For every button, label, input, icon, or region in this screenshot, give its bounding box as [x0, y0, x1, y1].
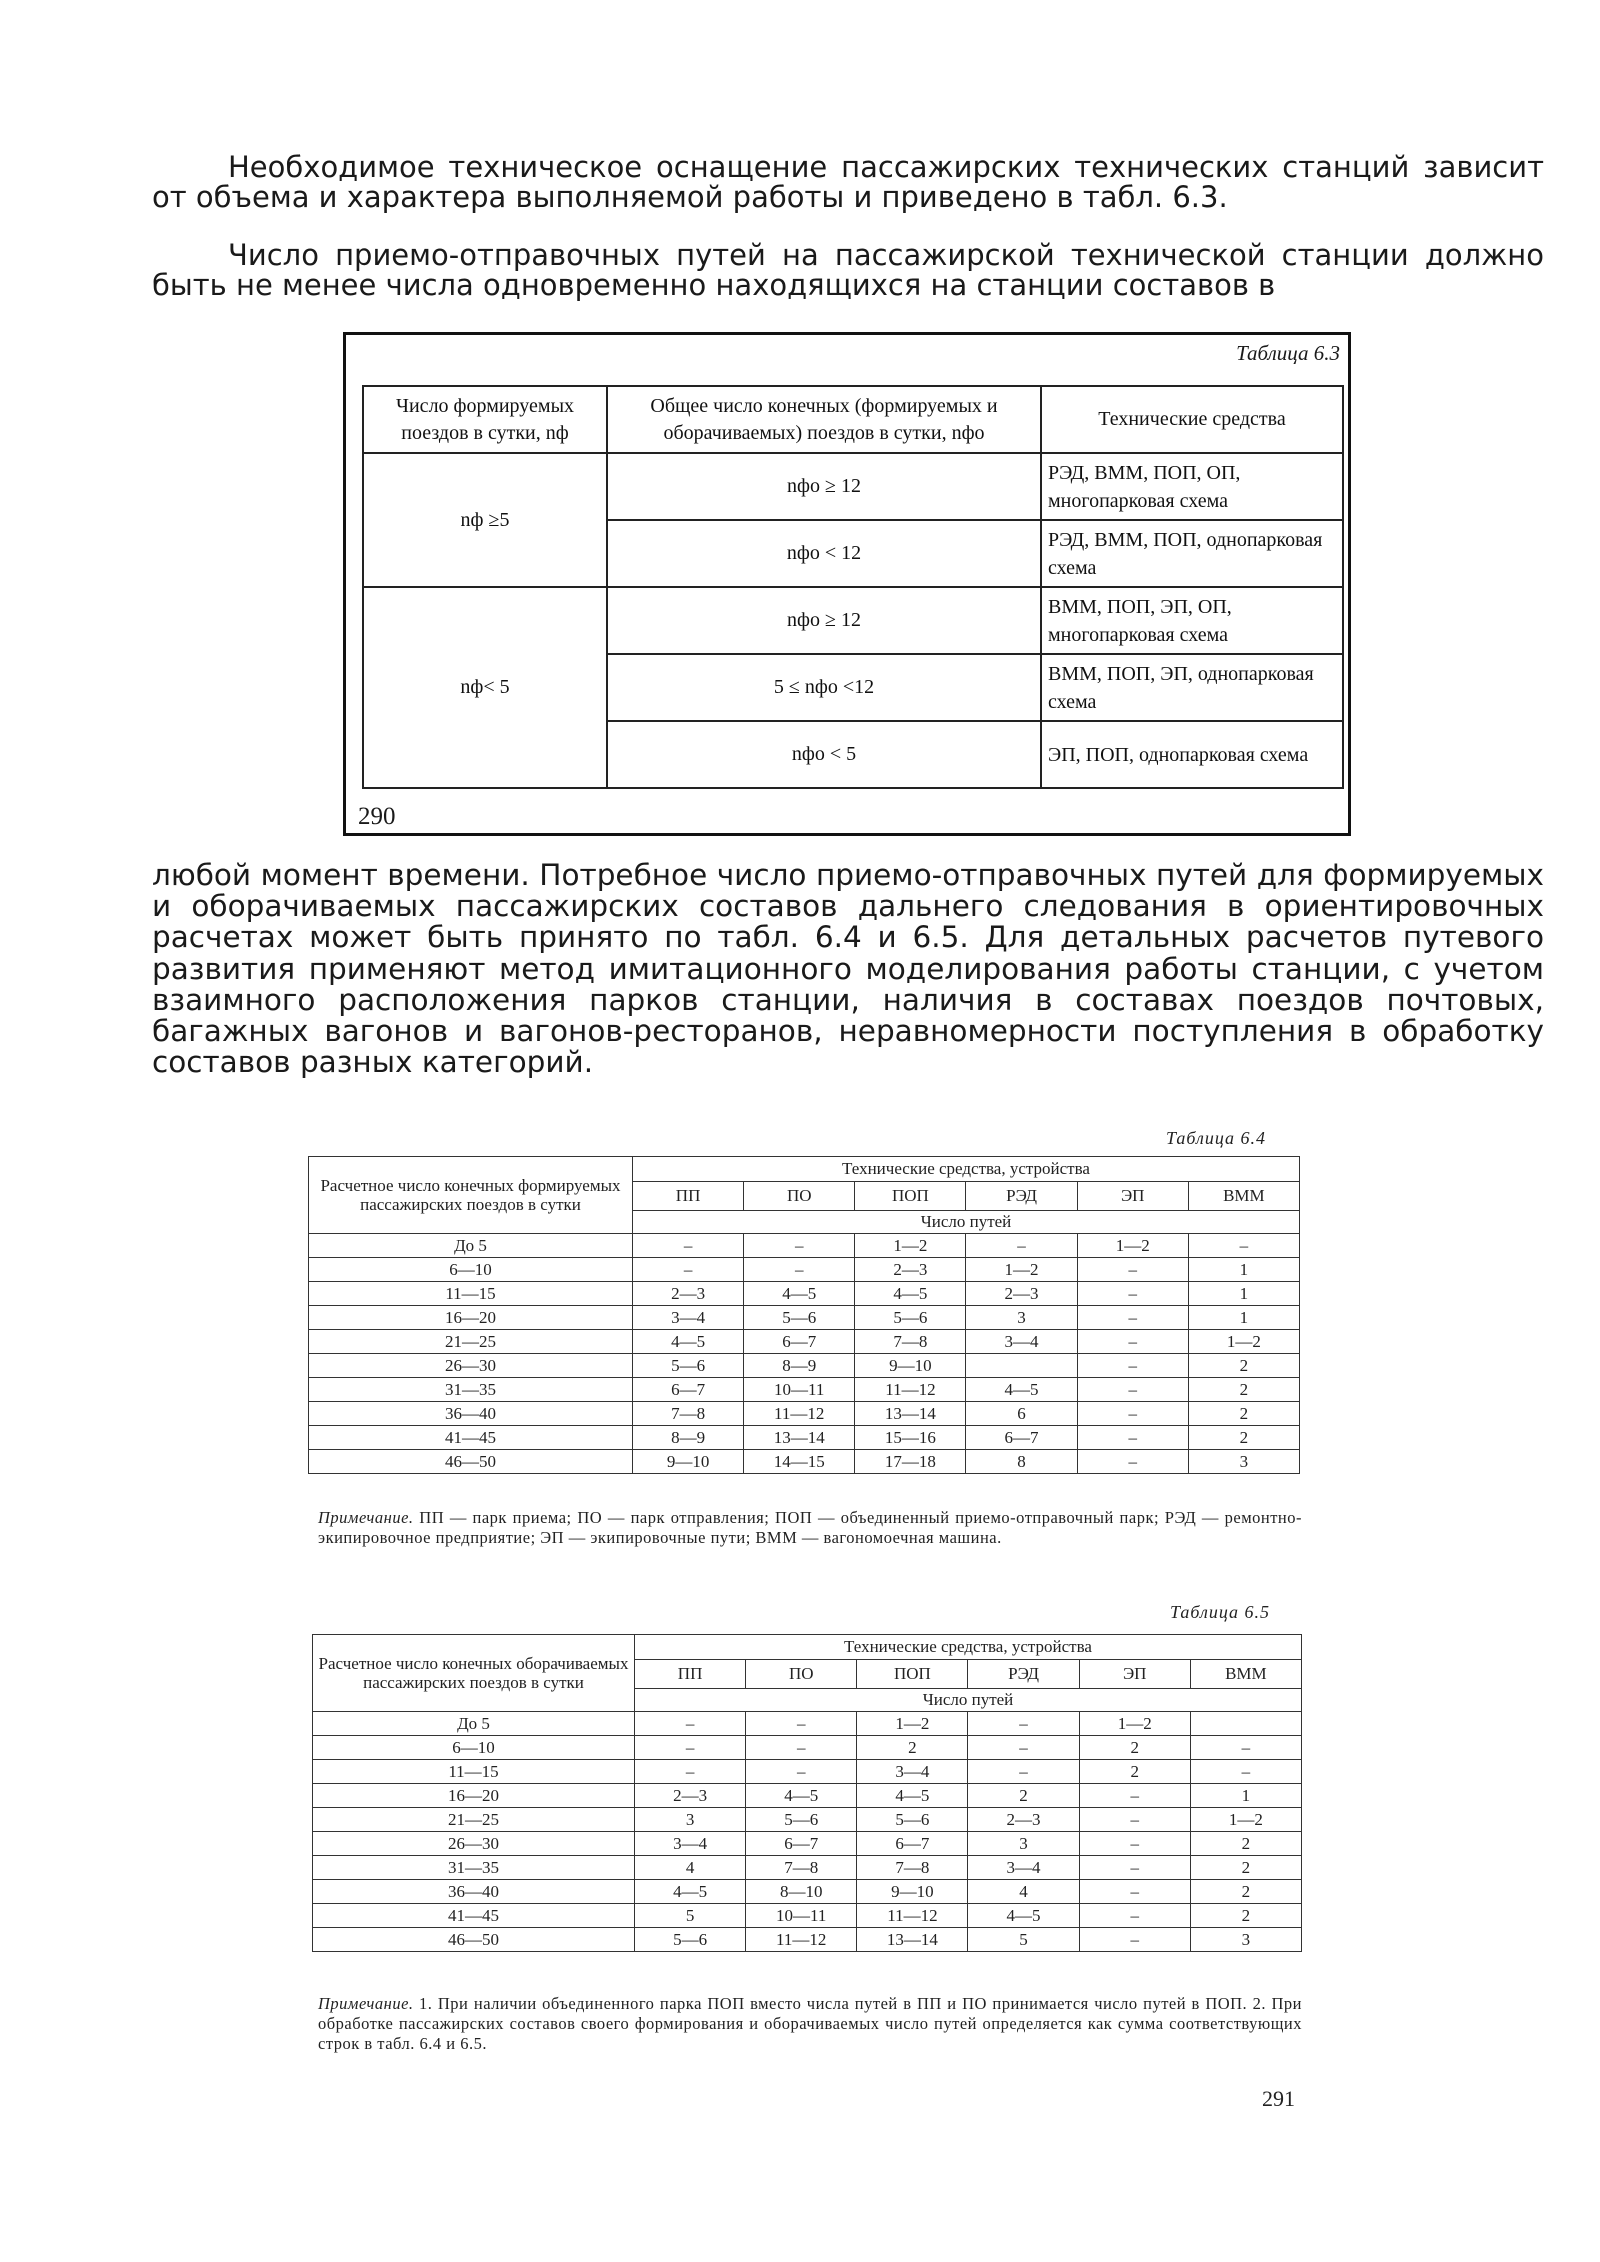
- table-cell: –: [1077, 1450, 1188, 1474]
- table-cell: –: [1079, 1808, 1190, 1832]
- table-cell: 2: [1188, 1354, 1299, 1378]
- table-cell: –: [1077, 1330, 1188, 1354]
- row-range-cell: 46—50: [309, 1450, 633, 1474]
- table-cell: 7—8: [855, 1330, 966, 1354]
- table-cell: –: [968, 1736, 1079, 1760]
- row-range-cell: 41—45: [313, 1904, 635, 1928]
- table-row: [309, 1282, 1300, 1306]
- table-cell: 6—7: [857, 1832, 968, 1856]
- table-cell: –: [968, 1760, 1079, 1784]
- table-cell: –: [1077, 1354, 1188, 1378]
- table-6-3-total: nфо < 12: [607, 520, 1041, 587]
- table-cell: –: [635, 1736, 746, 1760]
- table-6-4-group-header: Технические средства, устройства: [633, 1157, 1300, 1182]
- table-row: [309, 1258, 1300, 1282]
- table-6-3-means: РЭД, ВММ, ПОП, однопарковая схема: [1041, 520, 1343, 587]
- table-cell: –: [1079, 1856, 1190, 1880]
- row-range-cell: 6—10: [309, 1258, 633, 1282]
- paragraph-tracks: Число приемо-отправочных путей на пассажирской технической станции должно быть не менее числа одновременно находящихся на станции составов в: [152, 238, 1544, 302]
- table-cell: –: [1079, 1928, 1190, 1952]
- table-cell: 2: [1188, 1402, 1299, 1426]
- row-range-cell: 6—10: [313, 1736, 635, 1760]
- column-header: ПО: [746, 1660, 857, 1689]
- table-cell: 2: [1188, 1426, 1299, 1450]
- table-6-5-lead-header: Расчетное число конечных оборачиваемых пассажирских поездов в сутки: [313, 1635, 635, 1712]
- table-cell: 1—2: [1079, 1712, 1190, 1736]
- table-6-3-condition: nф ≥5: [363, 453, 607, 587]
- table-cell: 13—14: [744, 1426, 855, 1450]
- table-cell: 3: [968, 1832, 1079, 1856]
- table-cell: 3—4: [968, 1856, 1079, 1880]
- table-row: [309, 1378, 1300, 1402]
- note-text: ПП — парк приема; ПО — парк отправления; ПОП — объединенный приемо-отправочный парк; РЭД — ремонтно-экипировочное предприятие; ЭП — экипировочные пути; ВММ — вагономоечная машина.: [318, 1508, 1303, 1547]
- table-6-3-header-formed: Число формируемых поездов в сутки, nф: [363, 386, 607, 453]
- table-cell: –: [746, 1712, 857, 1736]
- row-range-cell: 36—40: [309, 1402, 633, 1426]
- page-number-291: 291: [1262, 2086, 1295, 2111]
- table-cell: –: [1077, 1378, 1188, 1402]
- table-cell: 13—14: [857, 1928, 968, 1952]
- table-row: [309, 1306, 1300, 1330]
- table-cell: 7—8: [746, 1856, 857, 1880]
- row-range-cell: 46—50: [313, 1928, 635, 1952]
- table-cell: 1: [1188, 1306, 1299, 1330]
- note-text: 1. При наличии объединенного парка ПОП вместо числа путей в ПП и ПО принимается число путей в ПОП. 2. При обработке пассажирских составов своего формирования и оборачиваемых число путей определяется как сумма соответствующих строк в табл. 6.4 и 6.5.: [318, 1994, 1303, 2053]
- table-cell: 4—5: [968, 1904, 1079, 1928]
- table-cell: –: [635, 1712, 746, 1736]
- table-cell: 8—10: [746, 1880, 857, 1904]
- table-cell: 2: [1079, 1760, 1190, 1784]
- table-cell: 4: [635, 1856, 746, 1880]
- table-cell: 1—2: [857, 1712, 968, 1736]
- table-cell: 5: [968, 1928, 1079, 1952]
- table-row: [313, 1784, 1302, 1808]
- table-cell: 3—4: [635, 1832, 746, 1856]
- table-6-3-total: 5 ≤ nфо <12: [607, 654, 1041, 721]
- table-cell: –: [635, 1760, 746, 1784]
- table-cell: 4—5: [966, 1378, 1077, 1402]
- table-row: [313, 1928, 1302, 1952]
- table-6-5: [312, 1634, 1302, 1952]
- table-cell: 1: [1188, 1258, 1299, 1282]
- note-label: Примечание.: [318, 1508, 414, 1527]
- table-cell: –: [1190, 1760, 1301, 1784]
- table-6-4-caption: Таблица 6.4: [1166, 1128, 1267, 1148]
- table-cell: 4—5: [635, 1880, 746, 1904]
- column-header: ПОП: [857, 1660, 968, 1689]
- table-cell: –: [1079, 1784, 1190, 1808]
- table-cell: 3: [635, 1808, 746, 1832]
- table-6-3-total: nфо ≥ 12: [607, 453, 1041, 520]
- row-range-cell: 31—35: [309, 1378, 633, 1402]
- table-cell: 5: [635, 1904, 746, 1928]
- table-cell: –: [1077, 1402, 1188, 1426]
- table-cell: –: [746, 1760, 857, 1784]
- table-cell: 2: [968, 1784, 1079, 1808]
- table-cell: –: [633, 1234, 744, 1258]
- table-6-3-header-total: Общее число конечных (формируемых и оборачиваемых) поездов в сутки, nфо: [607, 386, 1041, 453]
- table-row: [313, 1808, 1302, 1832]
- column-header: РЭД: [968, 1660, 1079, 1689]
- table-row: [313, 1904, 1302, 1928]
- table-cell: 6—7: [744, 1330, 855, 1354]
- table-row: [309, 1330, 1300, 1354]
- column-header: ВММ: [1188, 1182, 1299, 1211]
- table-cell: 3—4: [633, 1306, 744, 1330]
- table-row: [313, 1712, 1302, 1736]
- table-cell: 2—3: [966, 1282, 1077, 1306]
- table-cell: –: [1079, 1880, 1190, 1904]
- table-cell: [1190, 1712, 1301, 1736]
- table-cell: 17—18: [855, 1450, 966, 1474]
- table-row: [309, 1354, 1300, 1378]
- row-range-cell: 26—30: [309, 1354, 633, 1378]
- table-cell: 3: [1188, 1450, 1299, 1474]
- column-header: ПО: [744, 1182, 855, 1211]
- table-cell: 4—5: [857, 1784, 968, 1808]
- table-cell: –: [1077, 1306, 1188, 1330]
- table-cell: –: [744, 1234, 855, 1258]
- table-row: [309, 1402, 1300, 1426]
- table-cell: 10—11: [744, 1378, 855, 1402]
- table-cell: 10—11: [746, 1904, 857, 1928]
- table-cell: 9—10: [855, 1354, 966, 1378]
- row-range-cell: 41—45: [309, 1426, 633, 1450]
- table-cell: 1: [1190, 1784, 1301, 1808]
- table-6-5-sub-header: Число путей: [635, 1689, 1302, 1712]
- table-cell: 1—2: [1190, 1808, 1301, 1832]
- table-cell: 6—7: [966, 1426, 1077, 1450]
- table-6-3: [362, 385, 1344, 789]
- table-cell: 1—2: [855, 1234, 966, 1258]
- row-range-cell: 16—20: [313, 1784, 635, 1808]
- table-cell: 1—2: [966, 1258, 1077, 1282]
- table-6-3-total: nфо < 5: [607, 721, 1041, 788]
- table-cell: 1—2: [1188, 1330, 1299, 1354]
- paragraph-intro: Необходимое техническое оснащение пассажирских технических станций зависит от объема и характера выполняемой работы и приведено в табл. 6.3.: [152, 150, 1544, 214]
- table-row: [313, 1736, 1302, 1760]
- table-cell: 5—6: [857, 1808, 968, 1832]
- table-cell: 2: [1079, 1736, 1190, 1760]
- table-6-3-frame: [343, 332, 1351, 836]
- table-cell: –: [966, 1234, 1077, 1258]
- table-cell: 7—8: [633, 1402, 744, 1426]
- table-cell: 5—6: [746, 1808, 857, 1832]
- table-cell: 2—3: [855, 1258, 966, 1282]
- table-cell: 5—6: [855, 1306, 966, 1330]
- table-cell: –: [1079, 1904, 1190, 1928]
- table-6-4-sub-header: Число путей: [633, 1211, 1300, 1234]
- table-cell: 6—7: [746, 1832, 857, 1856]
- table-cell: 3—4: [857, 1760, 968, 1784]
- table-cell: 11—12: [857, 1904, 968, 1928]
- row-range-cell: До 5: [313, 1712, 635, 1736]
- table-cell: –: [633, 1258, 744, 1282]
- table-cell: 2: [1190, 1904, 1301, 1928]
- row-range-cell: 31—35: [313, 1856, 635, 1880]
- table-cell: 11—12: [855, 1378, 966, 1402]
- table-cell: 6: [966, 1402, 1077, 1426]
- table-6-3-means: ВММ, ПОП, ЭП, ОП, многопарковая схема: [1041, 587, 1343, 654]
- table-cell: –: [1188, 1234, 1299, 1258]
- table-row: [309, 1234, 1300, 1258]
- column-header: ПП: [635, 1660, 746, 1689]
- row-range-cell: До 5: [309, 1234, 633, 1258]
- table-6-3-condition: nф< 5: [363, 587, 607, 788]
- table-6-3-means: РЭД, ВММ, ПОП, ОП, многопарковая схема: [1041, 453, 1343, 520]
- table-cell: –: [1077, 1282, 1188, 1306]
- table-cell: 2—3: [968, 1808, 1079, 1832]
- row-range-cell: 21—25: [313, 1808, 635, 1832]
- row-range-cell: 21—25: [309, 1330, 633, 1354]
- table-cell: –: [744, 1258, 855, 1282]
- table-row: [309, 1450, 1300, 1474]
- table-cell: 2—3: [633, 1282, 744, 1306]
- table-cell: 11—12: [744, 1402, 855, 1426]
- table-cell: 8—9: [744, 1354, 855, 1378]
- table-cell: 3—4: [966, 1330, 1077, 1354]
- table-cell: –: [968, 1712, 1079, 1736]
- table-cell: 3: [966, 1306, 1077, 1330]
- table-cell: –: [746, 1736, 857, 1760]
- table-6-4-note: [318, 1508, 1302, 1548]
- table-row: [313, 1856, 1302, 1880]
- table-cell: 9—10: [633, 1450, 744, 1474]
- column-header: ВММ: [1190, 1660, 1301, 1689]
- row-range-cell: 11—15: [309, 1282, 633, 1306]
- table-cell: 4—5: [744, 1282, 855, 1306]
- table-cell: 8: [966, 1450, 1077, 1474]
- table-6-3-caption: Таблица 6.3: [1236, 341, 1340, 365]
- paragraph-calculation: любой момент времени. Потребное число приемо-отправочных путей для формируемых и оборачиваемых пассажирских составов дальнего следования в ориентировочных расчетах может быть принято по табл. 6.4 и 6.5. Для детальных расчетов путевого развития применяют метод имитационного моделирования работы станции, с учетом взаимного расположения парков станции, наличия в составах поездов почтовых, багажных вагонов и вагонов-ресторанов, неравномерности поступления в обработку составов разных категорий.: [152, 858, 1544, 1080]
- table-row: [313, 1760, 1302, 1784]
- table-cell: 5—6: [635, 1928, 746, 1952]
- table-cell: 4—5: [746, 1784, 857, 1808]
- table-6-5-note: [318, 1994, 1302, 2054]
- table-cell: 2: [1188, 1378, 1299, 1402]
- table-cell: 4: [968, 1880, 1079, 1904]
- row-range-cell: 26—30: [313, 1832, 635, 1856]
- table-cell: 14—15: [744, 1450, 855, 1474]
- table-row: [313, 1880, 1302, 1904]
- table-cell: [966, 1354, 1077, 1378]
- table-cell: 6—7: [633, 1378, 744, 1402]
- table-row: [363, 587, 1343, 654]
- row-range-cell: 11—15: [313, 1760, 635, 1784]
- table-cell: 2: [1190, 1832, 1301, 1856]
- table-cell: 3: [1190, 1928, 1301, 1952]
- note-label: Примечание.: [318, 1994, 414, 2013]
- column-header: ЭП: [1077, 1182, 1188, 1211]
- table-cell: 13—14: [855, 1402, 966, 1426]
- page-number-290: 290: [358, 803, 396, 830]
- table-cell: 1—2: [1077, 1234, 1188, 1258]
- row-range-cell: 36—40: [313, 1880, 635, 1904]
- column-header: РЭД: [966, 1182, 1077, 1211]
- table-row: [313, 1832, 1302, 1856]
- table-cell: 5—6: [633, 1354, 744, 1378]
- table-row: [363, 453, 1343, 520]
- table-cell: 7—8: [857, 1856, 968, 1880]
- table-6-3-header-means: Технические средства: [1041, 386, 1343, 453]
- table-cell: –: [1077, 1426, 1188, 1450]
- table-6-5-group-header: Технические средства, устройства: [635, 1635, 1302, 1660]
- table-cell: –: [1190, 1736, 1301, 1760]
- table-6-4-lead-header: Расчетное число конечных формируемых пассажирских поездов в сутки: [309, 1157, 633, 1234]
- column-header: ЭП: [1079, 1660, 1190, 1689]
- table-6-3-means: ВММ, ПОП, ЭП, однопарковая схема: [1041, 654, 1343, 721]
- table-cell: –: [1079, 1832, 1190, 1856]
- table-cell: 15—16: [855, 1426, 966, 1450]
- table-cell: 8—9: [633, 1426, 744, 1450]
- table-cell: 2: [857, 1736, 968, 1760]
- table-cell: 4—5: [855, 1282, 966, 1306]
- row-range-cell: 16—20: [309, 1306, 633, 1330]
- table-cell: 1: [1188, 1282, 1299, 1306]
- table-cell: 4—5: [633, 1330, 744, 1354]
- table-cell: 2: [1190, 1880, 1301, 1904]
- table-6-4: [308, 1156, 1300, 1474]
- column-header: ПОП: [855, 1182, 966, 1211]
- table-row: [309, 1426, 1300, 1450]
- table-cell: 2: [1190, 1856, 1301, 1880]
- column-header: ПП: [633, 1182, 744, 1211]
- table-6-5-caption: Таблица 6.5: [1170, 1602, 1271, 1622]
- table-cell: 2—3: [635, 1784, 746, 1808]
- table-cell: –: [1077, 1258, 1188, 1282]
- table-cell: 5—6: [744, 1306, 855, 1330]
- table-cell: 9—10: [857, 1880, 968, 1904]
- table-6-3-total: nфо ≥ 12: [607, 587, 1041, 654]
- table-cell: 11—12: [746, 1928, 857, 1952]
- table-6-3-means: ЭП, ПОП, однопарковая схема: [1041, 721, 1343, 788]
